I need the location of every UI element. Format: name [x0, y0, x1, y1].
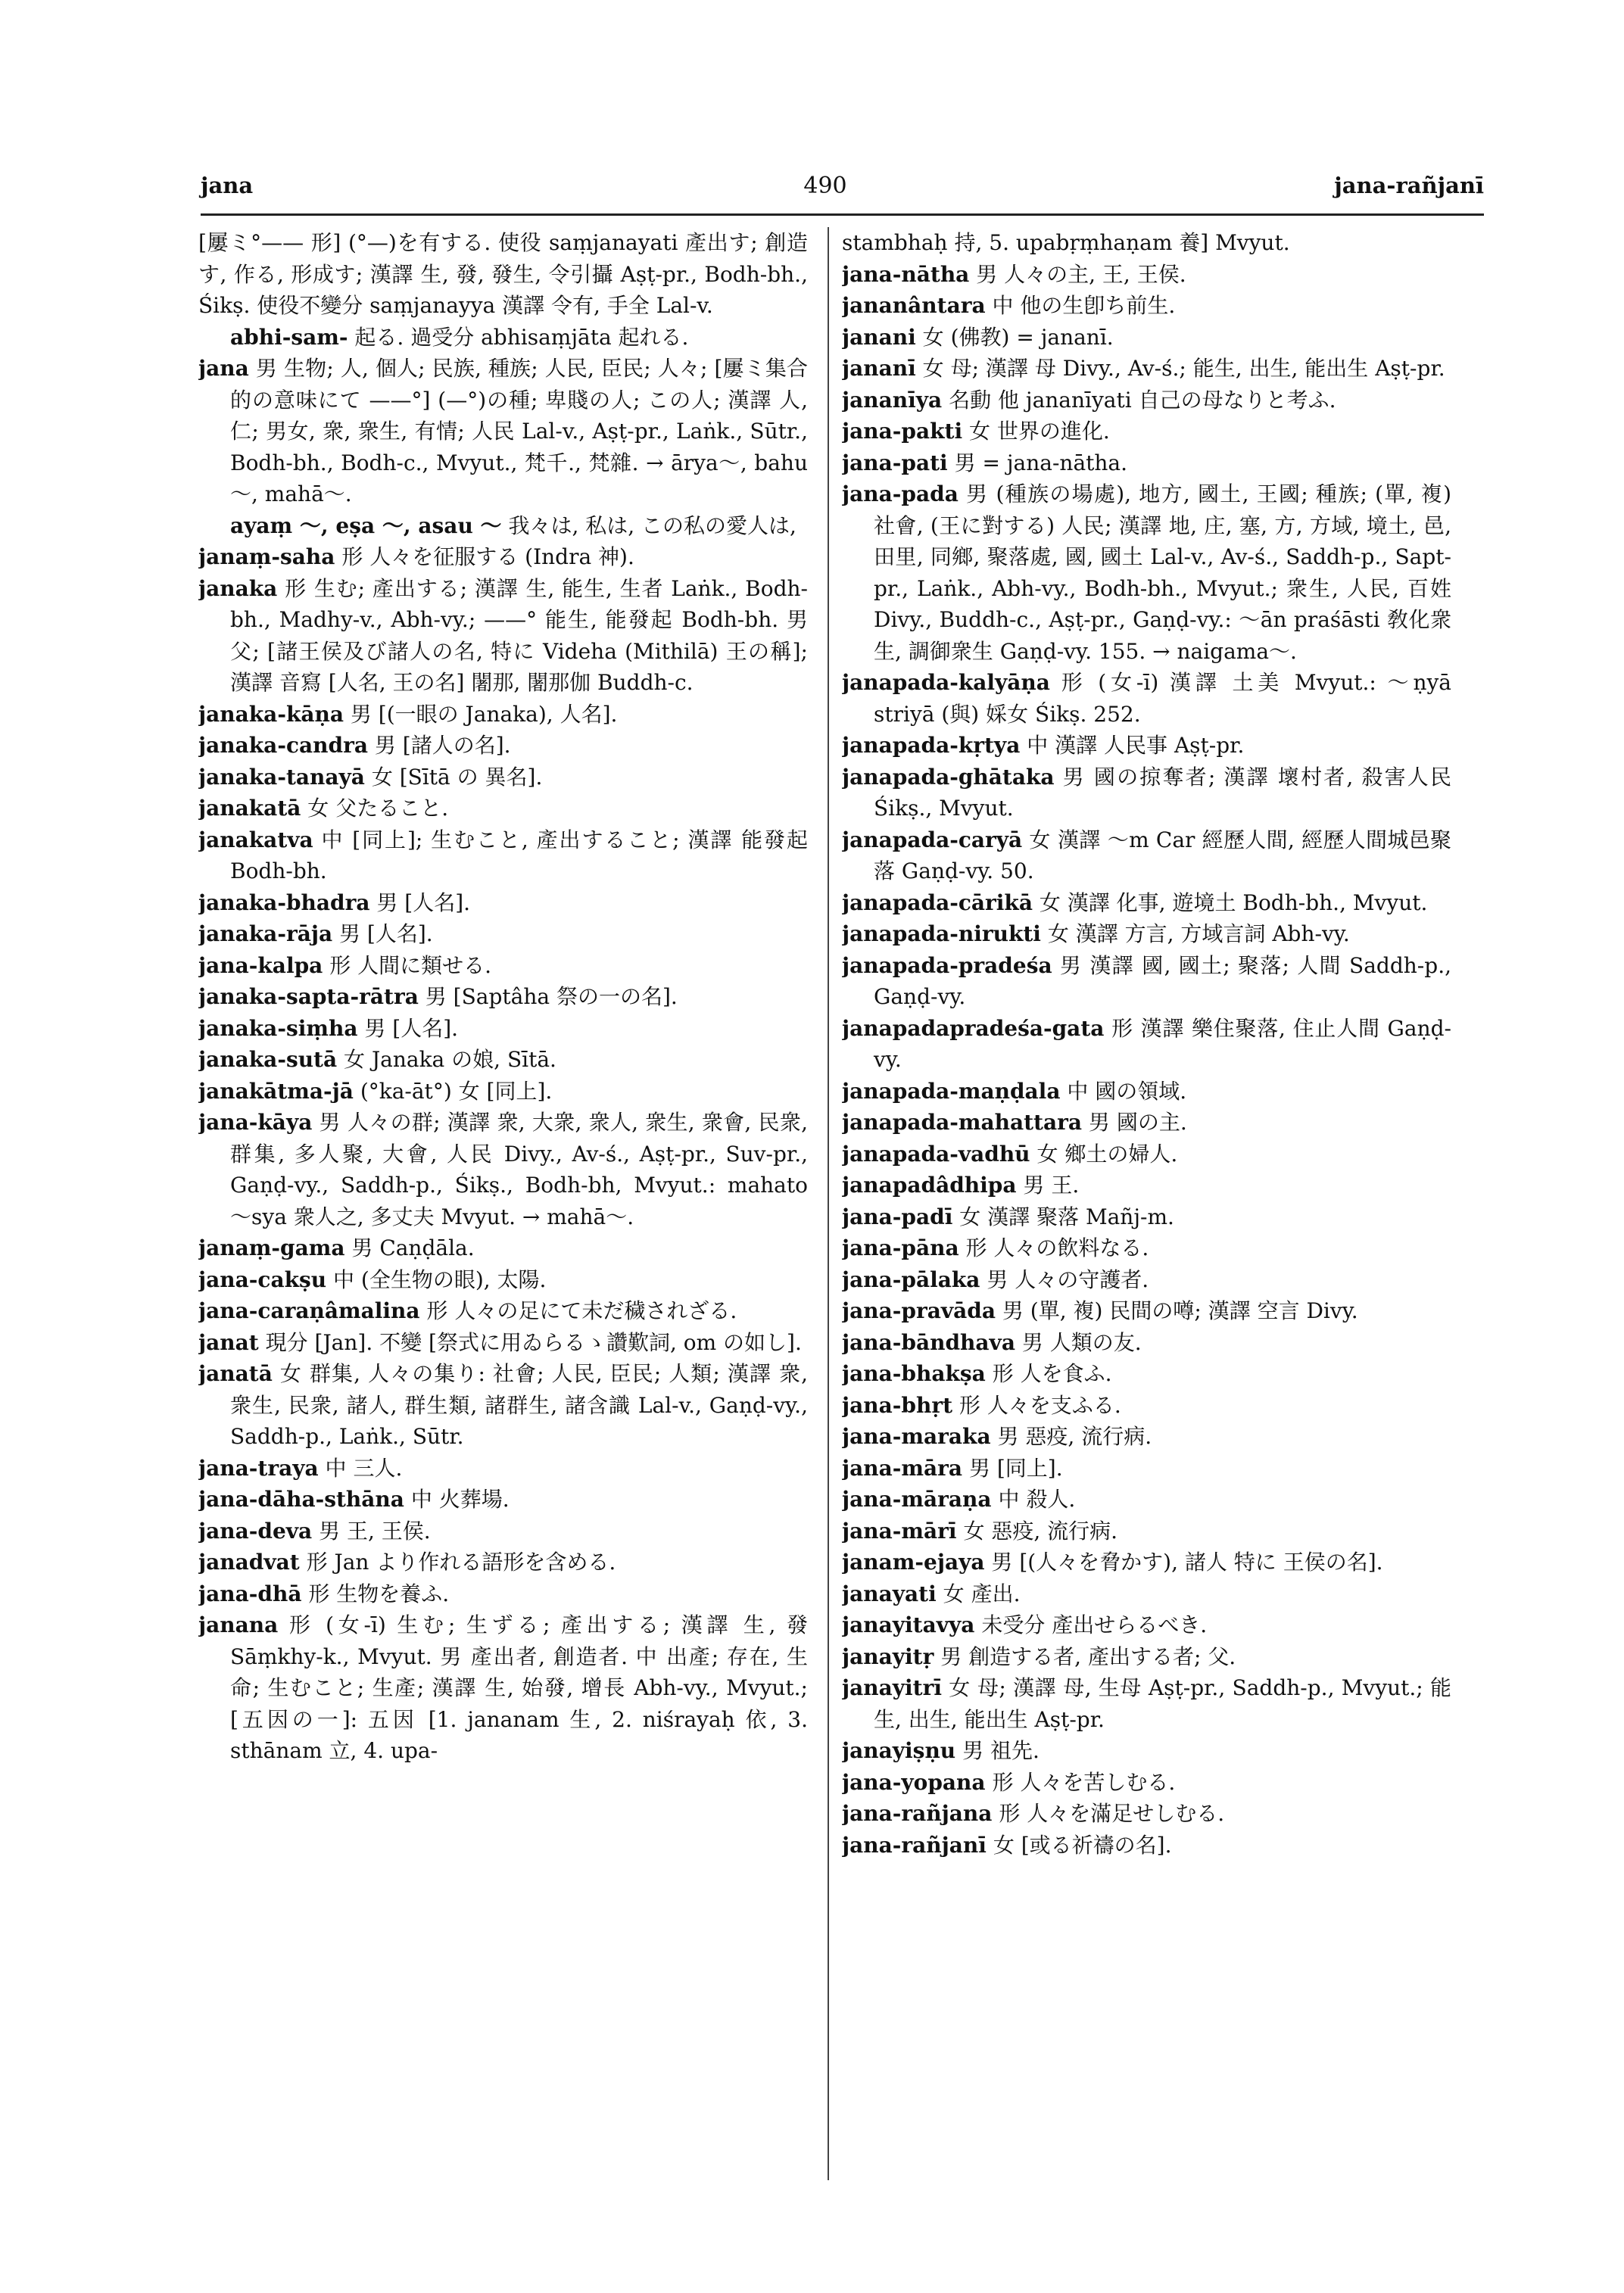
entry-headword: janaka-sapta-rātra	[198, 984, 419, 1009]
dictionary-entry	[842, 1798, 1451, 1830]
dictionary-entry	[198, 918, 808, 950]
dictionary-entry	[198, 1327, 808, 1359]
dictionary-entry	[198, 1484, 808, 1516]
entry-definition: 男 [人名].	[369, 889, 471, 915]
entry-definition: 中 [同上]; 生むこと, 產出すること; 漢譯 能發起 Bodh-bh.	[230, 827, 808, 883]
entry-definition: 男 祖先.	[955, 1738, 1040, 1763]
dictionary-entry	[198, 227, 808, 322]
dictionary-entry	[842, 1421, 1451, 1453]
entry-definition: 形 (女-ī) 漢譯 土美 Mvyut.: ～ṇyā striyā (與) 婇女 Śikṣ. 252.	[874, 670, 1451, 727]
entry-headword: jana-pālaka	[842, 1266, 980, 1292]
entry-headword: jana-dhā	[198, 1581, 302, 1606]
entry-definition: 男 人々の守護者.	[980, 1266, 1149, 1292]
entry-headword: janapada-ghātaka	[842, 764, 1055, 790]
dictionary-entry	[842, 1830, 1451, 1862]
dictionary-entry	[198, 1609, 808, 1767]
entry-headword: jana-bhakṣa	[842, 1361, 986, 1386]
entry-definition: 形 人々を滿足せしむる.	[992, 1801, 1225, 1826]
entry-headword: jana	[198, 356, 249, 381]
entry-definition: 女 [或る祈禱の名].	[986, 1832, 1172, 1858]
entry-definition: 男 [人名].	[332, 921, 433, 946]
entry-headword: janayitṛ	[842, 1643, 934, 1669]
entry-headword: janapada-vadhū	[842, 1141, 1030, 1167]
dictionary-entry	[198, 1547, 808, 1578]
entry-definition: 形 人々の足にて未だ穢されざる.	[419, 1298, 737, 1323]
dictionary-entry	[198, 1516, 808, 1547]
dictionary-entry	[842, 762, 1451, 824]
dictionary-entry	[842, 1672, 1451, 1735]
entry-definition: 男 王, 王侯.	[312, 1518, 431, 1544]
entry-headword: janapada-cārikā	[842, 889, 1033, 915]
entry-definition: 形 人々を苦しむる.	[985, 1769, 1176, 1795]
entry-headword: jana-cakṣu	[198, 1266, 327, 1292]
dictionary-entry	[842, 1735, 1451, 1767]
entry-headword: jana-bhṛt	[842, 1392, 953, 1418]
entry-headword: jana-pravāda	[842, 1298, 996, 1323]
entry-definition: 男 (種族の場處), 地方, 國土, 王國; 種族; (單, 複) 社會, (王に對する) 人民; 漢譯 地, 庄, 塞, 方, 方域, 境土, 邑, 田里, 同鄉, 聚落處, 國, 國土 Lal-v., Av-ś., Saddh-p., Sapt-pr., Laṅk., Abh-vy., Bodh-bh., Mvyut.; 衆生, 人民, 百姓 Divy., Buddh-c., Aṣṭ-pr., Gaṇḍ-vy.: ～ān praśāsti 敎化衆生, 調御衆生 Gaṇḍ-vy. 155. → naigama～.	[874, 481, 1451, 664]
entry-headword: jana-dāha-sthāna	[198, 1487, 404, 1512]
entry-headword: janayiṣṇu	[842, 1738, 956, 1763]
dictionary-entry	[198, 1232, 808, 1264]
dictionary-entry	[198, 510, 808, 542]
entry-headword: janat	[198, 1329, 259, 1355]
entry-definition: 女 漢譯 方言, 方域言詞 Abh-vy.	[1040, 921, 1350, 946]
dictionary-entry	[198, 1264, 808, 1296]
dictionary-entry	[842, 887, 1451, 919]
dictionary-entry	[842, 824, 1451, 887]
entry-headword: janapada-caryā	[842, 827, 1023, 852]
dictionary-entry	[842, 1453, 1451, 1485]
entry-definition: 中 殺人.	[991, 1487, 1076, 1512]
entry-definition: 女 母; 漢譯 母 Divy., Av-ś.; 能生, 出生, 能出生 Aṣṭ-pr.	[915, 356, 1445, 381]
entry-definition: 形 漢譯 樂住聚落, 住止人間 Gaṇḍ-vy.	[874, 1015, 1451, 1072]
entry-headword: janapadapradeśa-gata	[842, 1015, 1105, 1041]
entry-definition: 現分 [Jan]. 不變 [祭式に用ゐらるゝ讚歎詞, om の如し].	[258, 1329, 802, 1355]
entry-definition: 男 [(人々を脅かす), 諸人 特に 王侯の名].	[984, 1550, 1383, 1575]
entry-headword: ayaṃ ～, eṣa ～, asau ～	[230, 512, 502, 538]
entry-headword: jana-māra	[842, 1455, 963, 1481]
entry-headword: janapada-maṇḍala	[842, 1078, 1061, 1104]
entry-definition: 男 生物; 人, 個人; 民族, 種族; 人民, 臣民; 人々; [屢ミ集合的の意味にて ——°] (—°)の種; 卑賤の人; この人; 漢譯 人, 仁; 男女, 衆, 衆生, 有情; 人民 Lal-v., Aṣṭ-pr., Laṅk., Sūtr., Bodh-bh., Bodh-c., Mvyut., 梵千., 梵雜. → ārya～, bahu～, mahā～.	[230, 356, 808, 506]
entry-definition: 女 父たること.	[301, 796, 449, 821]
dictionary-entry	[198, 793, 808, 824]
entry-definition: 形 人々を支ふる.	[952, 1392, 1121, 1418]
entry-definition: 未受分 產出せらるべき.	[974, 1612, 1208, 1637]
entry-definition: 男 [諸人の名].	[367, 733, 511, 758]
entry-headword: janaka-rāja	[198, 921, 333, 946]
entry-definition: 形 人々の飲料なる.	[959, 1235, 1149, 1260]
entry-definition: 男 創造する者, 產出する者; 父.	[934, 1643, 1236, 1669]
dictionary-entry	[842, 1578, 1451, 1610]
entry-headword: janaṃ-gama	[198, 1235, 345, 1260]
dictionary-entry	[842, 1076, 1451, 1108]
header-rule	[201, 213, 1484, 216]
dictionary-entry	[842, 667, 1451, 730]
running-head-left: jana	[201, 173, 254, 198]
dictionary-entry	[842, 1232, 1451, 1264]
entry-headword: janaka-kāṇa	[198, 701, 344, 727]
entry-definition: 形 (女-ī) 生む; 生ずる; 產出する; 漢譯 生, 發 Sāṃkhy-k., Mvyut. 男 產出者, 創造者. 中 出產; 存在, 生命; 生むこと; 生產; 漢譯 生, 始發, 增長 Abh-vy., Mvyut.; [五因の一]: 五因 [1. jananam 生, 2. niśrayaḥ 依, 3. sthānam 立, 4. upa-	[230, 1612, 808, 1763]
entry-definition: 女 [Sītā の 異名].	[364, 764, 543, 790]
entry-headword: jana-padī	[842, 1204, 953, 1229]
page-number: 490	[803, 173, 847, 199]
entry-headword: jana-kalpa	[198, 952, 323, 978]
entry-definition: 男 [同上].	[962, 1455, 1063, 1481]
entry-definition: 男 國の掠奪者; 漢譯 壞村者, 殺害人民 Śikṣ., Mvyut.	[874, 764, 1451, 821]
column-divider	[828, 227, 829, 2180]
entry-definition: 中 漢譯 人民事 Aṣṭ-pr.	[1020, 733, 1245, 758]
entry-definition: 女 (佛教) = jananī.	[915, 324, 1114, 350]
entry-definition: 男 [人名].	[357, 1015, 459, 1041]
entry-headword: jana-nātha	[842, 261, 970, 287]
entry-headword: janaka	[198, 575, 278, 601]
dictionary-entry	[198, 1453, 808, 1485]
entry-headword: jana-rañjanī	[842, 1832, 987, 1858]
dictionary-entry	[198, 1295, 808, 1327]
entry-definition: 男 = jana-nātha.	[947, 450, 1128, 475]
dictionary-entry	[842, 322, 1451, 354]
entry-headword: janakātma-jā	[198, 1078, 354, 1104]
entry-definition: 男 (單, 複) 民間の噂; 漢譯 空言 Divy.	[996, 1298, 1358, 1323]
entry-headword: janaka-siṃha	[198, 1015, 358, 1041]
entry-definition: 男 Caṇḍāla.	[344, 1235, 475, 1260]
entry-definition: 形 人間に類せる.	[323, 952, 491, 978]
entry-definition: 形 生む; 產出する; 漢譯 生, 能生, 生者 Laṅk., Bodh-bh., Madhy-v., Abh-vy.; ——° 能生, 能發起 Bodh-bh. 男 父; [諸王侯及び諸人の名, 特に Videha (Mithilā) 王の稱]; 漢譯 音寫 [人名, 王の名] 闍那, 闍那伽 Buddh-c.	[230, 575, 808, 695]
entry-headword: janam-ejaya	[842, 1550, 985, 1575]
entry-headword: jana-rañjana	[842, 1801, 993, 1826]
entry-headword: abhi-sam-	[230, 324, 348, 350]
entry-definition: 男 人々の主, 王, 王侯.	[969, 261, 1186, 287]
dictionary-entry	[842, 416, 1451, 447]
entry-headword: jananī	[842, 356, 916, 381]
dictionary-entry	[842, 1107, 1451, 1139]
entry-headword: jana-caraṇâmalina	[198, 1298, 420, 1323]
dictionary-entry	[198, 1076, 808, 1108]
dictionary-entry	[842, 1484, 1451, 1516]
dictionary-entry	[198, 573, 808, 699]
entry-headword: janakatva	[198, 827, 313, 852]
entry-headword: jananīya	[842, 387, 943, 413]
dictionary-entry	[842, 730, 1451, 762]
entry-definition: 女 產出.	[936, 1581, 1021, 1606]
entry-headword: jana-pāna	[842, 1235, 959, 1260]
dictionary-entry	[842, 1547, 1451, 1578]
dictionary-entry	[842, 1170, 1451, 1201]
entry-headword: janaka-candra	[198, 733, 368, 758]
entry-definition: 女 鄉土の婦人.	[1030, 1141, 1178, 1167]
dictionary-entry	[198, 1044, 808, 1076]
entry-definition: 我々は, 私は, この私の愛人は,	[501, 512, 796, 538]
dictionary-entry	[842, 1516, 1451, 1547]
entry-definition: 形 人々を征服する (Indra 神).	[335, 544, 634, 569]
dictionary-entry	[198, 1578, 808, 1610]
dictionary-entry	[842, 290, 1451, 322]
dictionary-entry	[842, 1641, 1451, 1673]
entry-definition: 女 漢譯 聚落 Mañj-m.	[952, 1204, 1174, 1229]
dictionary-entry	[198, 353, 808, 510]
dictionary-entry	[842, 950, 1451, 1013]
entry-definition: 形 生物を養ふ.	[301, 1581, 450, 1606]
entry-definition: 中 國の領域.	[1060, 1078, 1187, 1104]
entry-headword: janapada-mahattara	[842, 1110, 1083, 1135]
dictionary-entry	[842, 1264, 1451, 1296]
dictionary-entry	[198, 541, 808, 573]
entry-definition: 形 人を食ふ.	[985, 1361, 1112, 1386]
dictionary-entry	[842, 1139, 1451, 1170]
entry-definition: 中 他の生卽ち前生.	[985, 293, 1176, 318]
entry-definition: 男 人々の群; 漢譯 衆, 大衆, 衆人, 衆生, 衆會, 民衆, 群集, 多人聚, 大會, 人民 Divy., Av-ś., Aṣṭ-pr., Suv-pr., Gaṇḍ-vy., Saddh-p., Śikṣ., Bodh-bh, Mvyut.: mahato ～sya 衆人之, 多丈夫 Mvyut. → mahā～.	[230, 1110, 808, 1229]
entry-headword: janaka-tanayā	[198, 764, 365, 790]
entry-headword: jana-bāndhava	[842, 1329, 1015, 1355]
entry-headword: janapada-nirukti	[842, 921, 1041, 946]
entry-headword: jana-mārī	[842, 1518, 957, 1544]
entry-definition: 男 國の主.	[1082, 1110, 1187, 1135]
entry-definition: 女 漢譯 化事, 遊境土 Bodh-bh., Mvyut.	[1032, 889, 1428, 915]
entry-headword: jana-pakti	[842, 419, 963, 444]
entry-definition: [屢ミ°—— 形] (°—)を有する. 使役 saṃjanayati 產出す; 創造す, 作る, 形成す; 漢譯 生, 發, 發生, 令引攝 Aṣṭ-pr., Bodh-bh., Śikṣ. 使役不變分 saṃjanayya 漢譯 令有, 手全 Lal-v.	[198, 230, 808, 318]
dictionary-entry	[842, 1767, 1451, 1799]
entry-headword: jananântara	[842, 293, 986, 318]
entry-definition: stambhaḥ 持, 5. upabṛṃhaṇam 養] Mvyut.	[842, 230, 1290, 255]
entry-definition: 男 王.	[1016, 1173, 1080, 1198]
entry-definition: 女 惡疫, 流行病.	[956, 1518, 1118, 1544]
right-column	[842, 227, 1451, 1861]
entry-definition: 女 母; 漢譯 母, 生母 Aṣṭ-pr., Saddh-p., Mvyut.; 能生, 出生, 能出生 Aṣṭ-pr.	[874, 1675, 1451, 1732]
entry-definition: 男 [Saptâha 祭の一の名].	[418, 984, 678, 1009]
dictionary-entry	[198, 699, 808, 731]
entry-headword: jana-yopana	[842, 1769, 986, 1795]
dictionary-entry	[842, 259, 1451, 291]
entry-headword: jana-māraṇa	[842, 1487, 992, 1512]
dictionary-entry	[842, 227, 1451, 259]
entry-headword: janayati	[842, 1581, 937, 1606]
entry-headword: janayitavya	[842, 1612, 975, 1637]
dictionary-entry	[842, 1609, 1451, 1641]
entry-definition: 男 漢譯 國, 國土; 聚落; 人間 Saddh-p., Gaṇḍ-vy.	[874, 952, 1451, 1009]
entry-definition: 男 [(一眼の Janaka), 人名].	[343, 701, 618, 727]
entry-definition: 中 火葬場.	[404, 1487, 510, 1512]
entry-definition: 名動 他 jananīyati 自己の母なりと考ふ.	[942, 387, 1336, 413]
dictionary-entry	[198, 762, 808, 793]
entry-headword: janatā	[198, 1361, 273, 1386]
dictionary-entry	[842, 353, 1451, 385]
dictionary-entry	[842, 385, 1451, 416]
dictionary-entry	[198, 1358, 808, 1453]
dictionary-entry	[198, 1107, 808, 1232]
entry-definition: 女 漢譯 ～m Car 經歷人間, 經歷人間城邑聚落 Gaṇḍ-vy. 50.	[874, 827, 1451, 883]
dictionary-entry	[198, 887, 808, 919]
entry-definition: 中 (全生物の眼), 太陽.	[326, 1266, 547, 1292]
entry-headword: jana-pada	[842, 481, 959, 506]
entry-headword: janana	[198, 1612, 279, 1637]
entry-headword: janaka-sutā	[198, 1047, 338, 1072]
entry-definition: 女 Janaka の娘, Sītā.	[337, 1047, 556, 1072]
left-column	[198, 227, 808, 1767]
entry-definition: 男 人類の友.	[1015, 1329, 1142, 1355]
entry-headword: jana-pati	[842, 450, 948, 475]
dictionary-entry	[842, 1358, 1451, 1390]
dictionary-entry	[198, 730, 808, 762]
dictionary-entry	[198, 950, 808, 982]
dictionary-entry	[842, 1201, 1451, 1233]
dictionary-entry	[842, 447, 1451, 479]
dictionary-entry	[842, 1390, 1451, 1422]
entry-headword: jana-maraka	[842, 1424, 991, 1449]
dictionary-entry	[842, 478, 1451, 667]
dictionary-entry	[198, 824, 808, 887]
entry-headword: janapada-kalyāṇa	[842, 670, 1050, 695]
entry-headword: janapadâdhipa	[842, 1173, 1017, 1198]
entry-headword: janapada-pradeśa	[842, 952, 1052, 978]
entry-definition: (°ka-āt°) 女 [同上].	[353, 1078, 553, 1104]
dictionary-entry	[198, 981, 808, 1013]
entry-definition: 形 Jan より作れる語形を含める.	[299, 1550, 616, 1575]
entry-headword: janayitrī	[842, 1675, 943, 1700]
entry-headword: janakatā	[198, 796, 301, 821]
running-head-right: jana-rañjanī	[1334, 173, 1484, 198]
entry-definition: 男 惡疫, 流行病.	[990, 1424, 1152, 1449]
entry-headword: janapada-kṛtya	[842, 733, 1021, 758]
entry-definition: 女 世界の進化.	[962, 419, 1110, 444]
dictionary-entry	[842, 1295, 1451, 1327]
entry-headword: janadvat	[198, 1550, 300, 1575]
dictionary-entry	[198, 1013, 808, 1045]
entry-definition: 女 群集, 人々の集り: 社會; 人民, 臣民; 人類; 漢譯 衆, 衆生, 民衆, 諸人, 群生類, 諸群生, 諸含識 Lal-v., Gaṇḍ-vy., Saddh-p., Laṅk., Sūtr.	[230, 1361, 808, 1449]
entry-definition: 中 三人.	[318, 1455, 403, 1481]
dictionary-entry	[842, 918, 1451, 950]
entry-headword: jana-traya	[198, 1455, 319, 1481]
entry-headword: janani	[842, 324, 916, 350]
entry-definition: 起る. 過受分 abhisaṃjāta 起れる.	[348, 324, 689, 350]
entry-headword: jana-kāya	[198, 1110, 313, 1135]
entry-headword: janaka-bhadra	[198, 889, 370, 915]
entry-headword: janaṃ-saha	[198, 544, 335, 569]
dictionary-entry	[842, 1327, 1451, 1359]
dictionary-entry	[198, 322, 808, 354]
entry-headword: jana-deva	[198, 1518, 313, 1544]
dictionary-entry	[842, 1013, 1451, 1076]
